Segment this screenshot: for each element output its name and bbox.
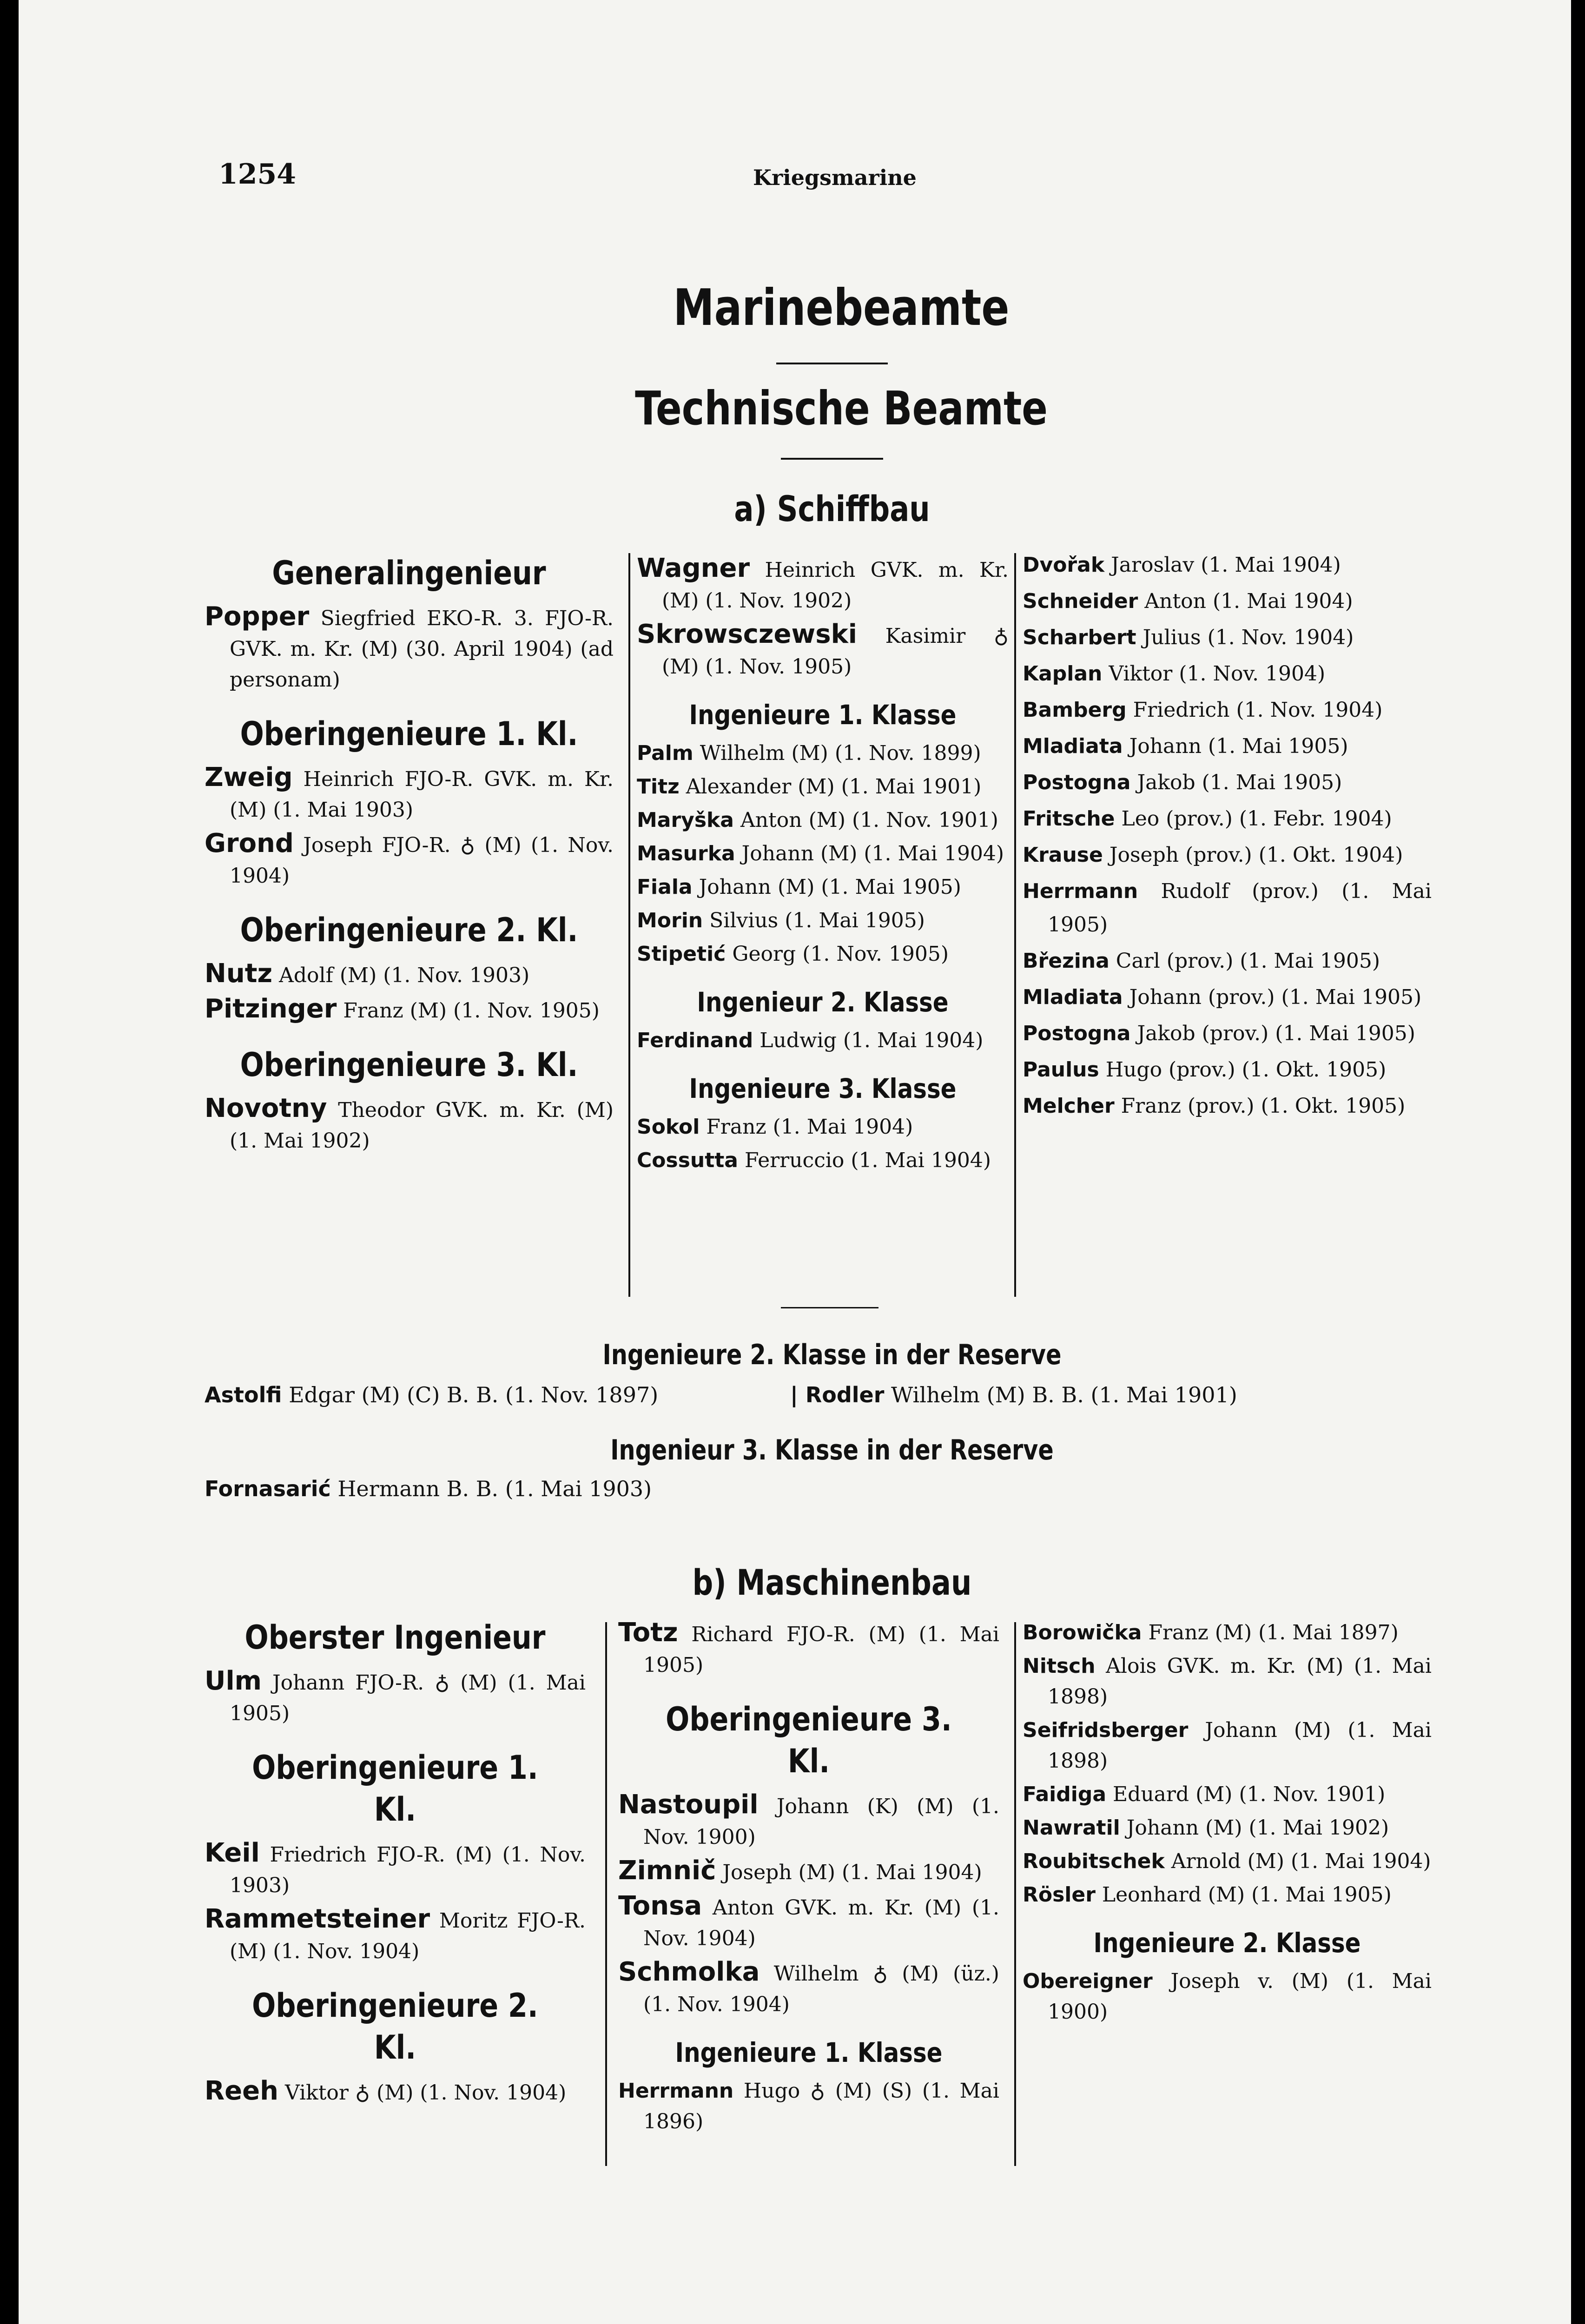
entry-name: Wagner (637, 553, 750, 583)
column-divider (605, 1622, 607, 2166)
list-item (1023, 1880, 1432, 1910)
entry-name: Březina (1023, 949, 1110, 973)
list-item (637, 872, 1009, 903)
entry-name: Fiala (637, 875, 693, 899)
page-number: 1254 (218, 158, 296, 191)
entry-name: Fornasarić (205, 1476, 331, 1501)
section-b-column-2 (618, 1618, 999, 2140)
list-item (618, 1891, 999, 1954)
rank-heading: Ingenieure 3. Klasse (689, 1073, 957, 1104)
entry-details: Silvius (1. Mai 1905) (709, 909, 925, 932)
entry-details: Jakob (prov.) (1. Mai 1905) (1137, 1022, 1415, 1045)
reserve-2-left-entry (205, 1380, 658, 1410)
entry-name: Nutz (205, 958, 273, 989)
list-item (205, 2076, 586, 2108)
entry-details: Wilhelm ♁ (M) (üz.) (1. Nov. 1904) (643, 1962, 999, 2016)
list-item (1023, 838, 1432, 872)
entry-name: Obereigner (1023, 1969, 1153, 1993)
entry-name: Nastoupil (618, 1789, 759, 1820)
reserve-3-heading: Ingenieur 3. Klasse in der Reserve (610, 1434, 1054, 1466)
list-item (637, 1025, 1009, 1056)
rank-heading: Oberingenieure 3. Kl. (666, 1700, 952, 1780)
entry-name: Scharbert (1023, 626, 1136, 649)
entry-name: Bamberg (1023, 698, 1127, 722)
list-item (205, 601, 614, 695)
entry-details: Heinrich GVK. m. Kr. (M) (1. Nov. 1902) (662, 558, 1009, 613)
entry-details: Anton (1. Mai 1904) (1144, 589, 1353, 613)
entry-details: Joseph (prov.) (1. Okt. 1904) (1109, 843, 1403, 867)
entry-name: Ferdinand (637, 1029, 753, 1052)
entry-details: Alexander (M) (1. Mai 1901) (686, 775, 982, 799)
entry-name: Astolfi (205, 1382, 282, 1407)
subtitle-rule (781, 458, 883, 460)
entry-name: Dvořak (1023, 553, 1105, 577)
entry-details: Adolf (M) (1. Nov. 1903) (279, 964, 530, 987)
list-item (1023, 802, 1432, 836)
entry-details: Johann (prov.) (1. Mai 1905) (1129, 985, 1422, 1009)
rank-heading: Ingenieur 2. Klasse (697, 986, 949, 1018)
entry-name: Keil (205, 1838, 260, 1868)
entry-details: Johann (M) (1. Mai 1905) (699, 875, 961, 899)
entry-name: Rösler (1023, 1883, 1096, 1907)
list-item (1023, 875, 1432, 942)
entry-details: Johann (M) (1. Mai 1902) (1126, 1816, 1389, 1840)
entry-details: Rudolf (prov.) (1. Mai 1905) (1048, 879, 1432, 937)
entry-details: Julius (1. Nov. 1904) (1143, 626, 1354, 649)
entry-details: Moritz FJO-R. (M) (1. Nov. 1904) (230, 1909, 586, 1963)
entry-details: Johann (1. Mai 1905) (1129, 734, 1348, 758)
entry-name: Schneider (1023, 589, 1138, 613)
list-item (618, 2076, 999, 2137)
list-item (1023, 1779, 1432, 1810)
entry-name: Melcher (1023, 1094, 1115, 1118)
entry-name: Fritsche (1023, 807, 1115, 831)
list-item (637, 838, 1009, 869)
entry-name: Krause (1023, 843, 1103, 867)
entry-details: Wilhelm (M) (1. Nov. 1899) (700, 741, 981, 765)
entry-name: Sokol (637, 1115, 700, 1139)
entry-details: Viktor (1. Nov. 1904) (1109, 662, 1326, 686)
entry-name: Tonsa (618, 1891, 702, 1921)
list-item (1023, 1715, 1432, 1776)
entry-name: | Rodler (790, 1382, 885, 1407)
entry-details: Alois GVK. m. Kr. (M) (1. Mai 1898) (1048, 1654, 1432, 1709)
entry-details: Johann (M) (1. Mai 1904) (741, 842, 1004, 865)
entry-name: Grond (205, 828, 294, 858)
section-a-title: a) Schiffbau (734, 488, 930, 529)
rank-heading: Oberingenieure 1. Kl. (252, 1749, 538, 1829)
entry-name: Nitsch (1023, 1654, 1096, 1678)
section-b-column-3 (1023, 1618, 1432, 2030)
entry-details: Johann FJO-R. ♁ (M) (1. Mai 1905) (230, 1671, 586, 1725)
entry-name: Kaplan (1023, 662, 1103, 686)
entry-name: Ulm (205, 1666, 262, 1696)
entry-details: Johann (M) (1. Mai 1898) (1048, 1718, 1432, 1773)
entry-details: Leo (prov.) (1. Febr. 1904) (1121, 807, 1392, 831)
list-item (1023, 657, 1432, 691)
list-item (1023, 1053, 1432, 1087)
entry-details: Ferruccio (1. Mai 1904) (744, 1149, 991, 1172)
divider-rule (781, 1307, 878, 1308)
list-item (637, 1145, 1009, 1176)
entry-details: Joseph (M) (1. Mai 1904) (722, 1861, 982, 1884)
entry-details: Joseph FJO-R. ♁ (M) (1. Nov. 1904) (230, 833, 614, 888)
list-item (205, 1838, 586, 1901)
rank-heading: Oberingenieure 2. Kl. (240, 911, 578, 949)
page (19, 0, 1571, 2324)
entry-details: Wilhelm (M) B. B. (1. Mai 1901) (891, 1382, 1237, 1407)
entry-name: Borowička (1023, 1621, 1142, 1644)
entry-details: Anton GVK. m. Kr. (M) (1. Nov. 1904) (643, 1896, 999, 1950)
list-item (637, 939, 1009, 970)
rank-heading: Ingenieure 2. Klasse (1093, 1927, 1361, 1959)
list-item (618, 1618, 999, 1681)
list-item (637, 1112, 1009, 1142)
entry-name: Roubitschek (1023, 1849, 1165, 1873)
column-divider (1014, 1622, 1016, 2166)
entry-details: Friedrich FJO-R. (M) (1. Nov. 1903) (230, 1843, 586, 1897)
entry-details: Johann (K) (M) (1. Nov. 1900) (643, 1795, 999, 1849)
list-item (637, 905, 1009, 936)
entry-name: Mladiata (1023, 985, 1123, 1009)
rank-heading: Oberingenieure 2. Kl. (252, 1987, 538, 2067)
section-b-column-1 (205, 1599, 586, 2111)
title-rule (776, 363, 888, 364)
title: Marinebeamte (673, 279, 1010, 337)
entry-details: Joseph v. (M) (1. Mai 1900) (1048, 1969, 1432, 2024)
entry-details: Hugo (prov.) (1. Okt. 1905) (1105, 1058, 1387, 1082)
entry-name: Novotny (205, 1093, 327, 1123)
entry-details: Edgar (M) (C) B. B. (1. Nov. 1897) (289, 1382, 659, 1407)
rank-heading: Ingenieure 1. Klasse (675, 2037, 943, 2068)
entry-details: Franz (prov.) (1. Okt. 1905) (1121, 1094, 1406, 1118)
entry-name: Rammetsteiner (205, 1904, 430, 1934)
entry-name: Cossutta (637, 1149, 738, 1172)
entry-details: Kasimir ♁ (M) (1. Nov. 1905) (662, 624, 1009, 679)
entry-name: Skrowsczewski (637, 619, 858, 649)
entry-details: Ludwig (1. Mai 1904) (759, 1029, 984, 1052)
entry-details: Leonhard (M) (1. Mai 1905) (1102, 1883, 1392, 1907)
list-item (1023, 1089, 1432, 1123)
entry-name: Totz (618, 1618, 678, 1648)
entry-details: Franz (M) (1. Nov. 1905) (343, 999, 600, 1023)
list-item (205, 1904, 586, 1967)
list-item (205, 762, 614, 825)
reserve-2-right-entry (790, 1380, 1237, 1410)
entry-name: Titz (637, 775, 680, 799)
list-item (637, 738, 1009, 769)
entry-name: Herrmann (618, 2079, 734, 2103)
entry-details: Viktor ♁ (M) (1. Nov. 1904) (284, 2081, 567, 2105)
list-item (1023, 1846, 1432, 1877)
list-item (205, 828, 614, 891)
list-item (1023, 981, 1432, 1014)
list-item (1023, 1966, 1432, 2027)
list-item (1023, 585, 1432, 618)
subtitle: Technische Beamte (635, 381, 1048, 436)
section-b-title: b) Maschinenbau (692, 1562, 972, 1603)
list-item (637, 805, 1009, 836)
entry-name: Postogna (1023, 771, 1131, 794)
column-divider (1014, 553, 1016, 1297)
list-item (637, 772, 1009, 802)
list-item (1023, 1017, 1432, 1050)
list-item (1023, 693, 1432, 727)
entry-name: Pitzinger (205, 994, 337, 1024)
running-head: Kriegsmarine (753, 165, 917, 190)
entry-details: Carl (prov.) (1. Mai 1905) (1116, 949, 1380, 973)
entry-name: Paulus (1023, 1058, 1099, 1082)
list-item (1023, 1618, 1432, 1648)
entry-details: Friedrich (1. Nov. 1904) (1133, 698, 1383, 722)
entry-name: Morin (637, 909, 703, 932)
entry-details: Theodor GVK. m. Kr. (M) (1. Mai 1902) (230, 1098, 614, 1153)
entry-details: Jakob (1. Mai 1905) (1137, 771, 1342, 794)
entry-name: Popper (205, 601, 310, 632)
list-item (205, 994, 614, 1026)
entry-name: Reeh (205, 2076, 278, 2106)
list-item (1023, 621, 1432, 654)
rank-heading: Ingenieure 1. Klasse (689, 699, 957, 731)
entry-name: Stipetić (637, 942, 726, 966)
entry-details: Franz (1. Mai 1904) (706, 1115, 913, 1139)
column-divider (628, 553, 630, 1297)
list-item (618, 1855, 999, 1888)
list-item (618, 1789, 999, 1853)
entry-details: Hermann B. B. (1. Mai 1903) (337, 1476, 652, 1501)
list-item (637, 619, 1009, 682)
entry-name: Palm (637, 741, 693, 765)
entry-name: Seifridsberger (1023, 1718, 1189, 1742)
entry-details: Franz (M) (1. Mai 1897) (1148, 1621, 1399, 1644)
list-item (1023, 944, 1432, 978)
rank-heading: Oberster Ingenieur (244, 1618, 546, 1657)
entry-name: Maryška (637, 808, 734, 832)
reserve-3-entry (205, 1473, 652, 1504)
reserve-2-heading: Ingenieure 2. Klasse in der Reserve (602, 1339, 1062, 1371)
list-item (1023, 1813, 1432, 1843)
list-item (205, 1093, 614, 1156)
entry-details: Anton (M) (1. Nov. 1901) (740, 808, 998, 832)
list-item (618, 1957, 999, 2020)
entry-details: Heinrich FJO-R. GVK. m. Kr. (M) (1. Mai 1903) (230, 767, 614, 822)
entry-details: Hugo ♁ (M) (S) (1. Mai 1896) (643, 2079, 999, 2133)
entry-name: Mladiata (1023, 734, 1123, 758)
entry-details: Richard FJO-R. (M) (1. Mai 1905) (643, 1623, 999, 1677)
rank-heading: Oberingenieure 1. Kl. (240, 715, 578, 753)
entry-name: Zimnič (618, 1855, 716, 1886)
entry-details: Jaroslav (1. Mai 1904) (1111, 553, 1341, 577)
entry-details: Arnold (M) (1. Mai 1904) (1171, 1849, 1431, 1873)
list-item (637, 553, 1009, 616)
rank-heading: Generalingenieur (272, 554, 546, 592)
list-item (1023, 730, 1432, 763)
section-a-column-1 (205, 535, 614, 1159)
section-a-column-2 (637, 553, 1009, 1179)
entry-name: Zweig (205, 762, 293, 792)
list-item (1023, 548, 1432, 582)
entry-name: Masurka (637, 842, 735, 865)
rank-heading: Oberingenieure 3. Kl. (240, 1046, 578, 1084)
entry-name: Faidiga (1023, 1783, 1107, 1806)
list-item (1023, 766, 1432, 799)
list-item (1023, 1651, 1432, 1712)
entry-name: Postogna (1023, 1022, 1131, 1045)
entry-name: Schmolka (618, 1957, 760, 1987)
list-item (205, 958, 614, 991)
entry-name: Nawratil (1023, 1816, 1120, 1840)
list-item (205, 1666, 586, 1729)
entry-details: Siegfried EKO-R. 3. FJO-R. GVK. m. Kr. (M) (30. April 1904) (ad personam) (230, 607, 614, 692)
entry-name: Herrmann (1023, 879, 1138, 903)
entry-details: Georg (1. Nov. 1905) (732, 942, 949, 966)
section-a-column-3 (1023, 548, 1432, 1126)
entry-details: Eduard (M) (1. Nov. 1901) (1113, 1783, 1386, 1806)
